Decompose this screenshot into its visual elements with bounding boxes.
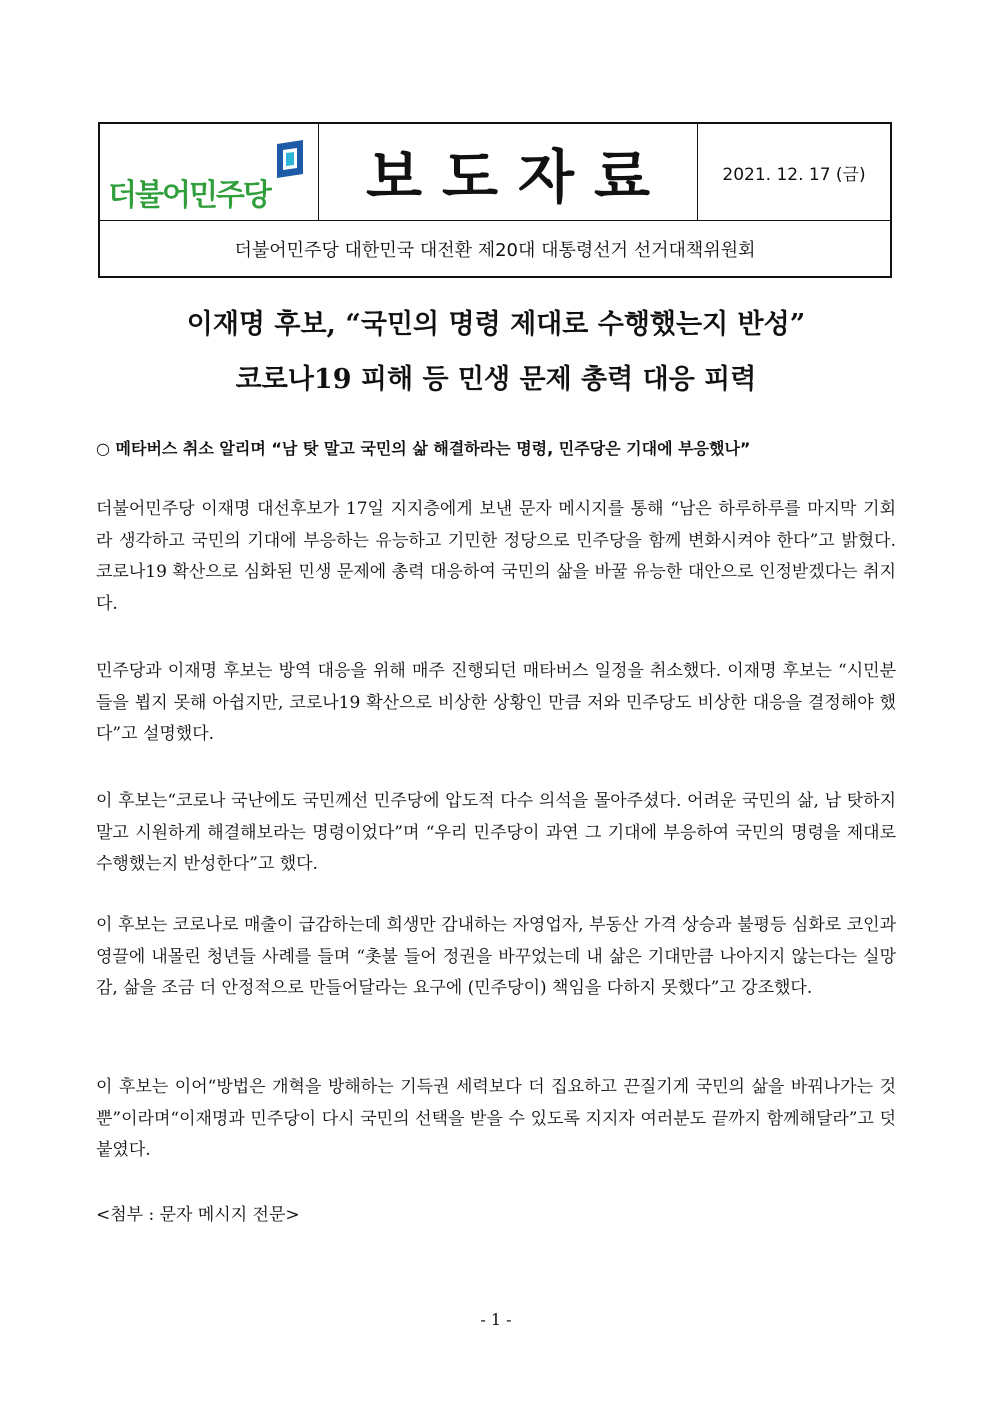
- headline-line-2: 코로나19 피해 등 민생 문제 총력 대응 피력: [235, 364, 757, 395]
- press-release-title: 보도자료: [365, 143, 671, 211]
- press-release-title-cell: [319, 124, 698, 220]
- body-paragraph-2: 민주당과 이재명 후보는 방역 대응을 위해 매주 진행되던 매타버스 일정을 취소했다. 이재명 후보는 “시민분들을 뵙지 못해 아쉽지만, 코로나19 확산으로 비상한 상황인 만큼 저와 민주당도 비상한 대응을 결정해야 했다”고 설명했다.: [96, 661, 896, 744]
- press-header-table: [98, 122, 892, 278]
- party-logo-cell: [100, 124, 319, 220]
- page-number: - 1 -: [480, 1310, 512, 1329]
- body-paragraph-4: 이 후보는 코로나로 매출이 급감하는데 희생만 감내하는 자영업자, 부동산 가격 상승과 불평등 심화로 코인과 영끌에 내몰린 청년들 사례를 들며 “촛불 들어 정권을 바꾸었는데 내 삶은 기대만큼 나아지지 않는다는 실망감, 삶을 조금 더 안정적으로 만들어달라는 요구에 (민주당이) 책임을 다하지 못했다”고 강조했다.: [96, 915, 896, 998]
- party-logo-text: 더불어민주당: [108, 178, 270, 213]
- release-date: 2021. 12. 17 (금): [722, 164, 866, 185]
- body-paragraph-5: 이 후보는 이어“방법은 개혁을 방해하는 기득권 세력보다 더 집요하고 끈질기게 국민의 삶을 바꿔나가는 것뿐”이라며“이재명과 민주당이 다시 국민의 선택을 받을 수 있도록 지지자 여러분도 끝까지 함께해달라”고 덧붙였다.: [96, 1077, 896, 1160]
- body-paragraph-3: 이 후보는“코로나 국난에도 국민께선 민주당에 압도적 다수 의석을 몰아주셨다. 어려운 국민의 삶, 남 탓하지 말고 시원하게 해결해보라는 명령이었다”며 “우리 민주당이 과연 그 기대에 부응하여 국민의 명령을 제대로 수행했는지 반성한다”고 했다.: [96, 791, 896, 874]
- header-top-row: [100, 124, 890, 221]
- subheading: ○ 메타버스 취소 알리며 “남 탓 말고 국민의 삶 해결하라는 명령, 민주당은 기대에 부응했나”: [96, 439, 751, 458]
- body-paragraph-1: 더불어민주당 이재명 대선후보가 17일 지지층에게 보낸 문자 메시지를 통해 “남은 하루하루를 마지막 기회라 생각하고 국민의 기대에 부응하는 유능하고 기민한 정당으로 민주당을 함께 변화시켜야 한다”고 밝혔다. 코로나19 확산으로 심화된 민생 문제에 총력 대응하여 국민의 삶을 바꿀 유능한 대안으로 인정받겠다는 취지다.: [96, 499, 896, 614]
- committee-name: 더불어민주당 대한민국 대전환 제20대 대통령선거 선거대책위원회: [234, 239, 756, 261]
- headline-line-1: 이재명 후보, “국민의 명령 제대로 수행했는지 반성”: [186, 309, 806, 340]
- attachment-note: <첨부 : 문자 메시지 전문>: [96, 1205, 300, 1225]
- party-logo-icon: [273, 140, 309, 182]
